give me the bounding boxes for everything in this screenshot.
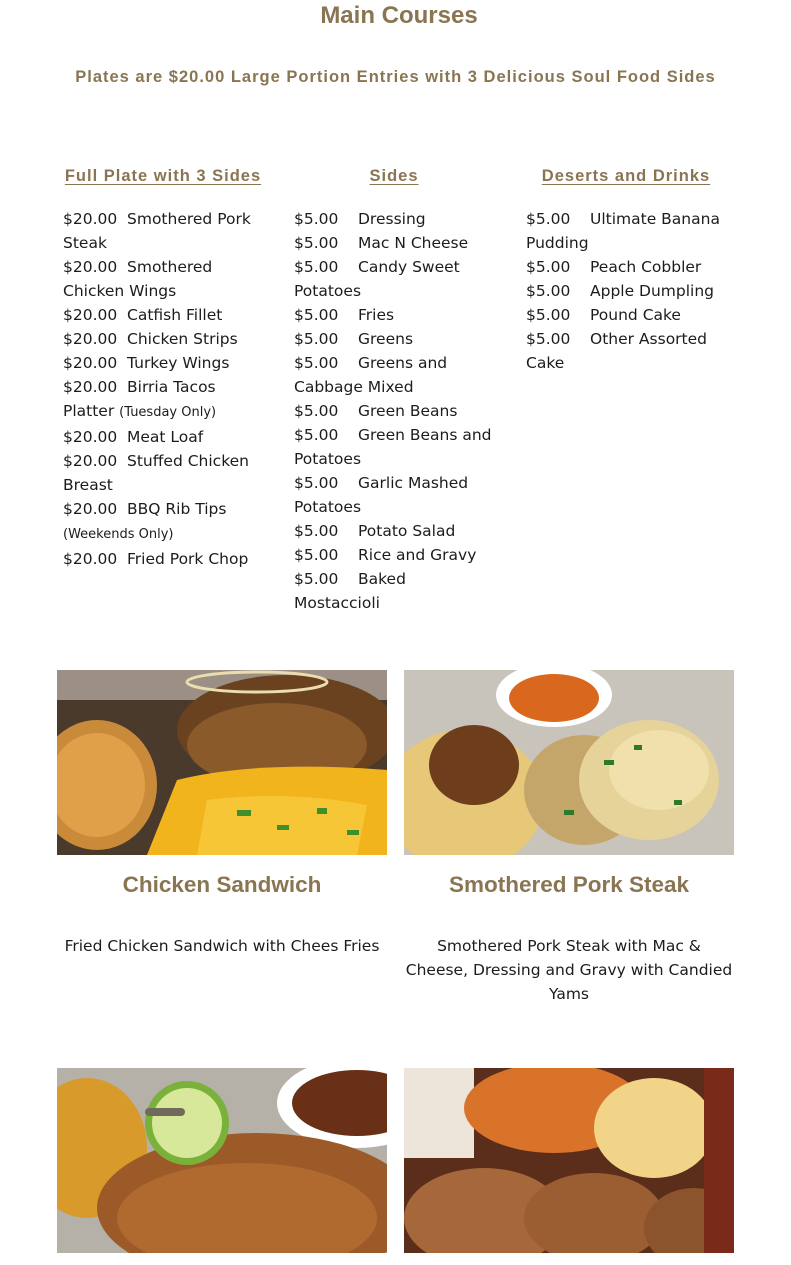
desserts-list — [526, 207, 726, 375]
menu-item-price: $20.00 — [63, 452, 118, 470]
menu-item-name: Candy Sweet Potatoes — [294, 258, 460, 300]
menu-item-price: $5.00 — [294, 426, 339, 444]
menu-item-name: Dressing — [358, 210, 426, 228]
desserts-column — [526, 165, 726, 375]
menu-item-name: Meat Loaf — [127, 428, 204, 446]
menu-item-name: Mac N Cheese — [358, 234, 469, 252]
menu-item-name: BBQ Rib Tips — [127, 500, 227, 518]
menu-item-name: Rice and Gravy — [358, 546, 477, 564]
menu-item-price: $5.00 — [294, 570, 339, 588]
menu-item — [294, 351, 494, 399]
menu-item — [294, 231, 494, 255]
menu-item-price: $20.00 — [63, 330, 118, 348]
menu-item-name: Pound Cake — [590, 306, 681, 324]
menu-item-price: $5.00 — [294, 306, 339, 324]
menu-item — [294, 207, 494, 231]
turkey-wings-photo[interactable] — [404, 1068, 734, 1253]
menu-item — [63, 547, 263, 571]
menu-item-price: $5.00 — [526, 282, 571, 300]
chicken-sandwich-photo[interactable] — [57, 670, 387, 855]
menu-item — [526, 207, 726, 255]
menu-item — [63, 327, 263, 351]
menu-item — [294, 519, 494, 543]
menu-item-price: $5.00 — [294, 546, 339, 564]
menu-item-price: $20.00 — [63, 258, 118, 276]
menu-item-name: Turkey Wings — [127, 354, 230, 372]
sides-list — [294, 207, 494, 615]
menu-item-price: $5.00 — [294, 258, 339, 276]
smothered-pork-steak-title: Smothered Pork Steak — [448, 872, 690, 897]
menu-item — [294, 303, 494, 327]
menu-item — [294, 471, 494, 519]
menu-item — [63, 303, 263, 327]
menu-item-name: Birria Tacos Platter — [63, 378, 216, 420]
menu-item-name: Green Beans and Potatoes — [294, 426, 492, 468]
menu-item — [63, 449, 263, 497]
menu-item-name: Ultimate Banana Pudding — [526, 210, 720, 252]
menu-item-price: $20.00 — [63, 354, 118, 372]
menu-item — [526, 303, 726, 327]
full-plate-heading: Full Plate with 3 Sides — [64, 167, 262, 185]
menu-item-price: $5.00 — [526, 306, 571, 324]
menu-item — [294, 543, 494, 567]
smothered-pork-steak-photo[interactable] — [404, 670, 734, 855]
menu-item-price: $5.00 — [294, 234, 339, 252]
menu-item — [63, 351, 263, 375]
menu-item — [526, 255, 726, 279]
menu-item-name: Smothered Chicken Wings — [63, 258, 213, 300]
menu-item-price: $20.00 — [63, 428, 118, 446]
menu-item-name: Green Beans — [358, 402, 458, 420]
menu-item-name: Baked Mostaccioli — [294, 570, 406, 612]
menu-item-price: $5.00 — [526, 210, 571, 228]
menu-item-price: $5.00 — [294, 402, 339, 420]
menu-item-name: Fries — [358, 306, 395, 324]
sides-column — [294, 165, 494, 615]
chicken-sandwich-description: Fried Chicken Sandwich with Chees Fries — [64, 937, 380, 955]
menu-item — [526, 327, 726, 375]
page-subtitle: Plates are $20.00 Large Portion Entries with 3 Delicious Soul Food Sides — [75, 68, 716, 86]
menu-item-name: Chicken Strips — [127, 330, 238, 348]
menu-item-name: Greens — [358, 330, 414, 348]
menu-item — [294, 327, 494, 351]
menu-item-name: Stuffed Chicken Breast — [63, 452, 249, 494]
menu-item-name: Greens and Cabbage Mixed — [294, 354, 448, 396]
menu-item-name: Garlic Mashed Potatoes — [294, 474, 469, 516]
menu-item — [294, 255, 494, 303]
menu-item-price: $20.00 — [63, 306, 118, 324]
menu-item-name: Other Assorted Cake — [526, 330, 707, 372]
menu-item-price: $20.00 — [63, 550, 118, 568]
full-plate-list — [63, 207, 263, 571]
menu-item-price: $5.00 — [294, 522, 339, 540]
menu-item-price: $5.00 — [294, 210, 339, 228]
menu-item — [63, 207, 263, 255]
menu-item — [294, 399, 494, 423]
menu-item — [63, 425, 263, 449]
sides-heading: Sides — [369, 167, 419, 185]
catfish-photo[interactable] — [57, 1068, 387, 1253]
menu-item-name: Fried Pork Chop — [127, 550, 249, 568]
menu-item-price: $5.00 — [526, 330, 571, 348]
menu-item-price: $20.00 — [63, 500, 118, 518]
menu-item-name: Apple Dumpling — [590, 282, 715, 300]
menu-item-note: (Tuesday Only) — [119, 405, 217, 420]
menu-item — [294, 567, 494, 615]
menu-item-price: $5.00 — [294, 354, 339, 372]
menu-item-price: $5.00 — [526, 258, 571, 276]
menu-item-name: Potato Salad — [358, 522, 456, 540]
menu-item — [294, 423, 494, 471]
menu-item-price: $5.00 — [294, 330, 339, 348]
page-title: Main Courses — [320, 2, 478, 29]
menu-item-name: Catfish Fillet — [127, 306, 223, 324]
smothered-pork-steak-description: Smothered Pork Steak with Mac & Cheese, Dressing and Gravy with Candied Yams — [405, 937, 733, 1003]
menu-item — [526, 279, 726, 303]
menu-item — [63, 497, 263, 547]
menu-item — [63, 255, 263, 303]
menu-item-price: $20.00 — [63, 210, 118, 228]
menu-item-price: $20.00 — [63, 378, 118, 396]
menu-item-name: Smothered Pork Steak — [63, 210, 251, 252]
chicken-sandwich-title: Chicken Sandwich — [122, 872, 322, 897]
menu-item — [63, 375, 263, 425]
desserts-heading: Deserts and Drinks — [541, 167, 711, 185]
full-plate-column — [63, 165, 263, 571]
menu-item-name: Peach Cobbler — [590, 258, 702, 276]
menu-item-note: (Weekends Only) — [63, 527, 174, 542]
menu-item-price: $5.00 — [294, 474, 339, 492]
